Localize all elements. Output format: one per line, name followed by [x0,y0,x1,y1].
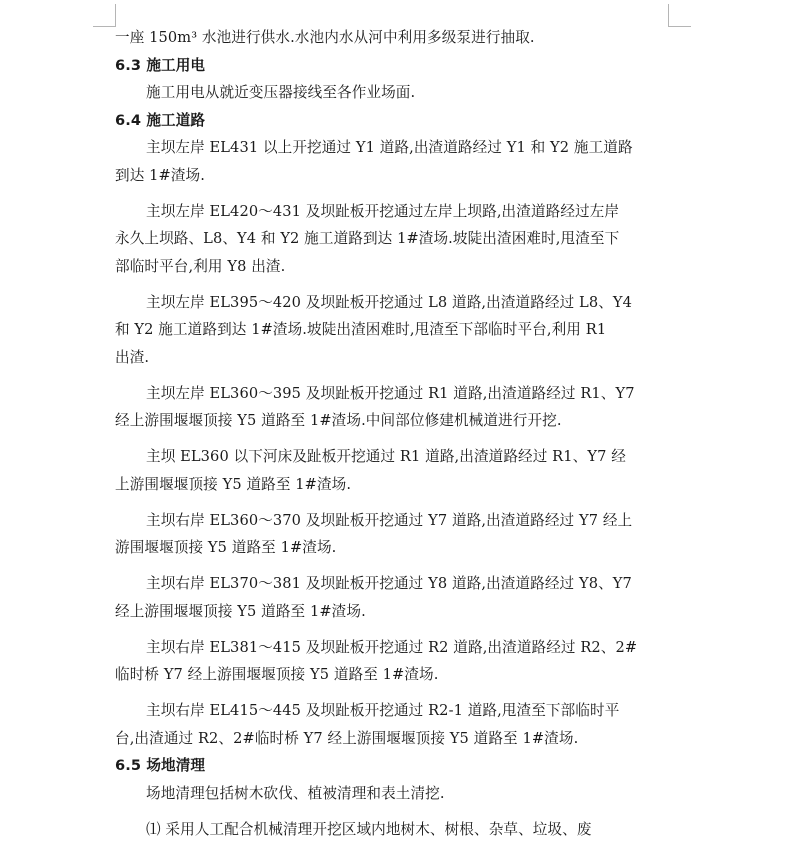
paragraph-line: 主坝左岸 EL395～420 及坝趾板开挖通过 L8 道路,出渣道路经过 L8、Y4 [146,293,633,311]
paragraph-line: 主坝左岸 EL360～395 及坝趾板开挖通过 R1 道路,出渣道路经过 R1、Y7 [146,384,635,402]
section-heading-6-4: 6.4 施工道路 [115,111,206,129]
paragraph-line: 主坝左岸 EL431 以上开挖通过 Y1 道路,出渣道路经过 Y1 和 Y2 施工道路 [146,139,633,156]
section-heading-6-5: 6.5 场地清理 [115,757,206,774]
top-right-margin-mark [668,4,691,27]
paragraph-line: 主坝右岸 EL360～370 及坝趾板开挖通过 Y7 道路,出渣道路经过 Y7 经上 [146,511,633,529]
paragraph-line: 到达 1#渣场. [115,166,205,184]
paragraph-line: 主坝左岸 EL420～431 及坝趾板开挖通过左岸上坝路,出渣道路经过左岸 [146,202,620,220]
paragraph-line: 游围堰堰顶接 Y5 道路至 1#渣场. [115,539,337,556]
paragraph-line: 和 Y2 施工道路到达 1#渣场.坡陡出渣困难时,甩渣至下部临时平台,利用 R1 [115,321,607,338]
paragraph-line: 主坝右岸 EL370～381 及坝趾板开挖通过 Y8 道路,出渣道路经过 Y8、Y7 [146,575,632,592]
paragraph-line: 施工用电从就近变压器接线至各作业场面. [146,84,416,101]
paragraph-line: 主坝右岸 EL415～445 及坝趾板开挖通过 R2-1 道路,甩渣至下部临时平 [146,702,620,719]
document-body[interactable] [115,24,667,843]
paragraph-line: 主坝 EL360 以下河床及趾板开挖通过 R1 道路,出渣道路经过 R1、Y7 经 [146,448,626,465]
paragraph-line: 主坝右岸 EL381～415 及坝趾板开挖通过 R2 道路,出渣道路经过 R2、2# [146,638,638,656]
paragraph-line: 临时桥 Y7 经上游围堰堰顶接 Y5 道路至 1#渣场. [115,666,439,683]
paragraph-line: 场地清理包括树木砍伐、植被清理和表土清挖. [146,784,445,802]
section-heading-6-3: 6.3 施工用电 [115,56,206,74]
paragraph-line: 部临时平台,利用 Y8 出渣. [115,257,286,275]
paragraph-line: 上游围堰堰顶接 Y5 道路至 1#渣场. [115,475,352,493]
top-left-margin-mark [93,4,116,27]
paragraph-line: 经上游围堰堰顶接 Y5 道路至 1#渣场. [115,602,366,620]
paragraph-line: 永久上坝路、L8、Y4 和 Y2 施工道路到达 1#渣场.坡陡出渣困难时,甩渣至下 [115,230,620,247]
paragraph-line: 台,出渣通过 R2、2#临时桥 Y7 经上游围堰堰顶接 Y5 道路至 1#渣场. [115,729,579,747]
paragraph-line: 出渣. [115,348,150,366]
paragraph-line: 一座 150m³ 水池进行供水.水池内水从河中利用多级泵进行抽取. [115,29,535,46]
list-item-line: ⑴ 采用人工配合机械清理开挖区域内地树木、树根、杂草、垃圾、废 [146,820,592,838]
paragraph-line: 经上游围堰堰顶接 Y5 道路至 1#渣场.中间部位修建机械道进行开挖. [115,412,562,429]
